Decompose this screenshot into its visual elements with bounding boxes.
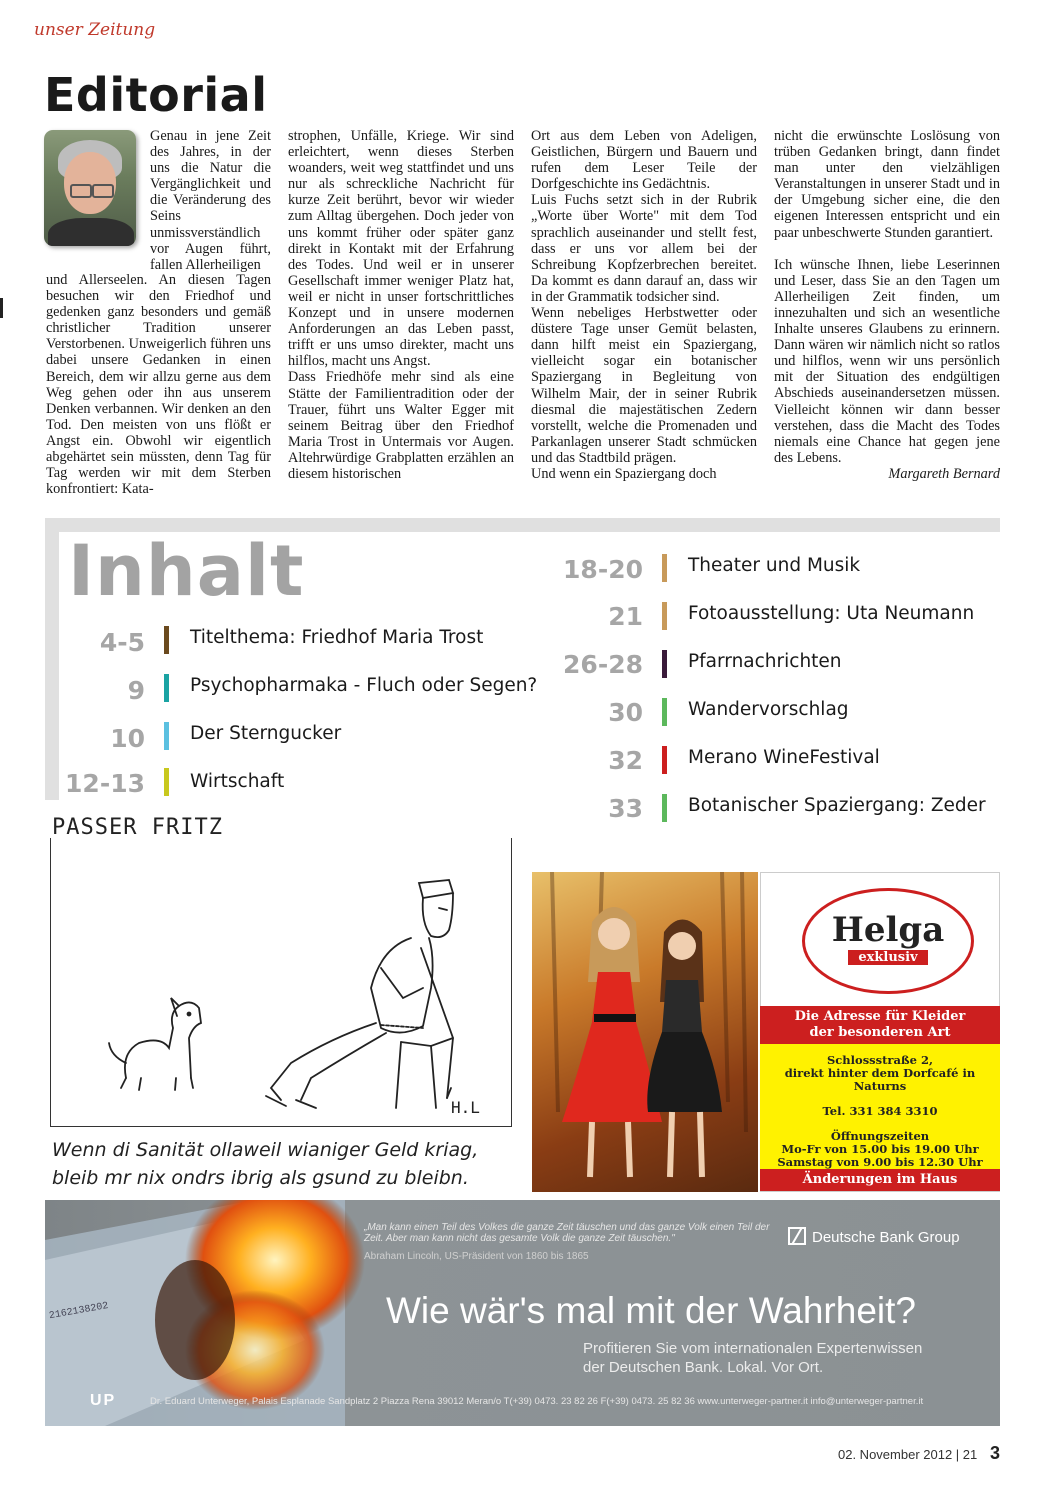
bank-quote-author: Abraham Lincoln, US-Präsident von 1860 bis 1865 — [364, 1251, 589, 1262]
toc-item-sterngucker[interactable]: Der Sterngucker — [190, 723, 342, 744]
edge-mark — [0, 298, 3, 318]
man-on-chair-illustration — [266, 880, 453, 1108]
toc-num: 10 — [110, 724, 145, 753]
ad-photo-two-women — [532, 872, 758, 1192]
toc-num: 30 — [608, 698, 643, 727]
toc-color-bar — [662, 650, 667, 678]
page-number: 3 — [990, 1443, 1001, 1463]
toc-color-bar — [164, 722, 169, 750]
ad-photo-illustration — [532, 872, 758, 1192]
toc-color-bar — [662, 794, 667, 822]
toc-color-bar — [662, 698, 667, 726]
toc-num: 18-20 — [563, 555, 643, 584]
photo-glasses-right — [92, 184, 114, 198]
editorial-title: Editorial — [44, 68, 268, 122]
toc-num: 21 — [608, 602, 643, 631]
photo-face — [64, 152, 116, 214]
toc-num: 26-28 — [563, 650, 643, 679]
toc-color-bar — [164, 626, 169, 654]
toc-color-bar — [164, 674, 169, 702]
editorial-col3: Ort aus dem Leben von Adeligen, Geistlichen, Bürgern und Bauern und rufen dem Leser Teile der Dorfgeschichte ins Gedächtnis. Luis Fuchs setzt sich in der Rubrik „Worte über Worte" mit dem Tod sprachlich auseinander und stellt fest, dass er uns vor allem bei der Schreibung Kopfzerbrechen bereitet. Da kommt es dann darauf an, dass wir in der Grammatik todsicher sind. Wenn nebeliges Herbstwetter oder düstere Tage unser Gemüt belasten, dann hilft meist ein Spaziergang, vielleicht sogar ein botanischer Spaziergang in Begleitung von Wilhelm Mair, der in seiner Rubrik diesmal die majestätischen Zedern vorstellt, welche die Promenaden und Parkanlagen unserer Stadt schmücken und das Stadtbild prägen. Und wenn ein Spaziergang doch — [531, 128, 757, 482]
toc-color-bar — [662, 602, 667, 630]
toc-color-bar — [164, 768, 169, 796]
toc-item-wirtschaft[interactable]: Wirtschaft — [190, 771, 285, 792]
editorial-col1-intro: Genau in jene Zeit des Jahres, in der uns die Natur die Vergänglichkeit und die Veränderung des Seins unmissverständlich vor Augen führt, fallen Allerheiligen — [150, 128, 271, 273]
helga-tagline: Die Adresse für Kleider der besonderen Art — [760, 1006, 1000, 1044]
toc-num: 33 — [608, 794, 643, 823]
deutsche-bank-logo: Deutsche Bank Group — [788, 1227, 960, 1246]
editorial-signature: Margareth Bernard — [888, 465, 1000, 482]
toc-item-wandervorschlag[interactable]: Wandervorschlag — [688, 699, 849, 720]
helga-info: Schlossstraße 2, direkt hinter dem Dorfcafé in Naturns Tel. 331 384 3310 Öffnungszeiten Mo-Fr von 15.00 bis 19.00 Uhr Samstag von 9.00 bis 12.30 Uhr — [760, 1044, 1000, 1169]
footer-date: 02. November 2012 | 21 — [838, 1447, 978, 1462]
toc-num: 12-13 — [65, 769, 145, 798]
editorial-col4: nicht die erwünschte Loslösung von trüben Gedanken bringt, dann findet man unter den vielzähligen Veranstaltungen in unserer Stadt und in der Umgebung sicher eine, die den eigenen Interessen entspricht und ein paar unbeschwerte Stunden garantiert. Ich wünsche Ihnen, liebe Leserinnen und Leser, dass Sie an den Tagen um Allerheiligen Zeit finden, um innezuhalten und sich an wesentliche Inhalte unseres Glaubens zu erinnern. Dann wären wir nämlich nicht so ratlos und hilflos, wenn wir uns persönlich mit der Situation des endgültigen Abschieds auseinandersetzen müssen. Vielleicht können wir dann besser verstehen, dass die Macht des Todes niemals eine Chance hat gegen jene des Lebens. Margareth Bernard — [774, 128, 1000, 482]
toc-item-theater[interactable]: Theater und Musik — [688, 555, 861, 576]
toc-color-bar — [662, 746, 667, 774]
dog-illustration — [109, 998, 201, 1090]
toc-item-winefestival[interactable]: Merano WineFestival — [688, 747, 880, 768]
photo-glasses-left — [70, 184, 92, 198]
toc-item-psychopharmaka[interactable]: Psychopharmaka - Fluch oder Segen? — [190, 675, 538, 696]
up-logo: UP — [90, 1392, 117, 1409]
inhalt-side-bar — [45, 532, 59, 800]
cartoon-signature: H.L — [451, 1098, 480, 1117]
author-photo — [44, 130, 136, 246]
helga-logo-sub: exklusiv — [802, 950, 974, 965]
toc-num: 4-5 — [99, 628, 145, 657]
inhalt-title: Inhalt — [68, 530, 305, 612]
bank-headline: Wie wär's mal mit der Wahrheit? — [386, 1290, 916, 1331]
editorial-col2: strophen, Unfälle, Kriege. Wir sind erleichtert, wenn dieses Sterben woanders, weit weg stattfindet und uns nur als schreckliche Nachricht für kurze Zeit berührt, bevor wir wieder zum Alltag übergehen. Doch jeder von uns kommt früher oder später ganz direkt in Kontakt mit der Erfahrung des Todes. Und weil er in unserer Gesellschaft immer weniger Platz hat, weil er nicht in unser fortschrittliches Konzept und in unsere modernen Anforderungen an das Leben passt, trifft er uns umso direkter, macht uns hilflos, macht uns Angst. Dass Friedhöfe mehr sind als eine Stätte der Familientradition oder der Trauer, führt uns Walter Egger mit seinem Beitrag über den Friedhof Maria Trost in Untermais vor Augen. Altehrwürdige Grabplatten erzählen an diesem historischen — [288, 128, 514, 482]
toc-item-botanischer-spaziergang[interactable]: Botanischer Spaziergang: Zeder — [688, 795, 986, 816]
helga-phone[interactable]: Tel. 331 384 3310 — [822, 1104, 938, 1118]
cartoon-caption: Wenn di Sanität ollaweil wianiger Geld kriag, bleib mr nix ondrs ibrig als gsund zu bleibn. — [52, 1139, 479, 1189]
svg-text:2162138202: 2162138202 — [48, 1300, 110, 1323]
editorial-col1-body: und Allerseelen. An diesen Tagen besuchen wir den Friedhof und gedenken ganz besonders und gemäß christlicher Tradition unserer Verstorbenen. Unweigerlich führen uns dabei unsere Gedanken in einen Bereich, dem wir allzu gerne aus dem Weg gehen oder ihn aus unserem Denken verbannen. Wir denken an den Tod. Den meisten von uns flößt er Angst ein. Obwohl wir eigentlich abgehärtet sein müssten, denn Tag für Tag werden wir mit dem Sterben konfrontiert: Kata- — [46, 272, 271, 498]
photo-shirt — [48, 218, 134, 246]
helga-footer: Änderungen im Haus — [760, 1169, 1000, 1191]
magazine-logo: unser Zeitung — [34, 20, 156, 40]
helga-logo-name: Helga — [831, 910, 945, 950]
toc-item-pfarrnachrichten[interactable]: Pfarrnachrichten — [688, 651, 842, 672]
toc-item-titelthema[interactable]: Titelthema: Friedhof Maria Trost — [190, 627, 484, 648]
deutsche-bank-slash-icon — [788, 1227, 806, 1245]
toc-num: 32 — [608, 746, 643, 775]
cartoon-drawing — [51, 838, 511, 1126]
bank-contact-line: Dr. Eduard Unterweger, Palais Esplanade Sandplatz 2 Piazza Rena 39012 Meran/o T(+39) 0473. 23 82 26 F(+39) 0473. 25 82 36 www.unterweger-partner.it info@unterweger-partner.it — [150, 1396, 924, 1407]
cartoon-title: PASSER FRITZ — [52, 815, 223, 840]
toc-color-bar — [662, 554, 667, 582]
toc-item-fotoausstellung[interactable]: Fotoausstellung: Uta Neumann — [688, 603, 975, 624]
toc-num: 9 — [127, 676, 145, 705]
cartoon-frame — [50, 838, 512, 1127]
bank-subline: Profitieren Sie vom internationalen Expertenwissen der Deutschen Bank. Lokal. Vor Ort. — [583, 1340, 923, 1376]
bank-quote: „Man kann einen Teil des Volkes die ganze Zeit täuschen und das ganze Volk einen Teil der Zeit. Aber man kann nicht das gesamte Volk die ganze Zeit täuschen." — [364, 1222, 770, 1244]
